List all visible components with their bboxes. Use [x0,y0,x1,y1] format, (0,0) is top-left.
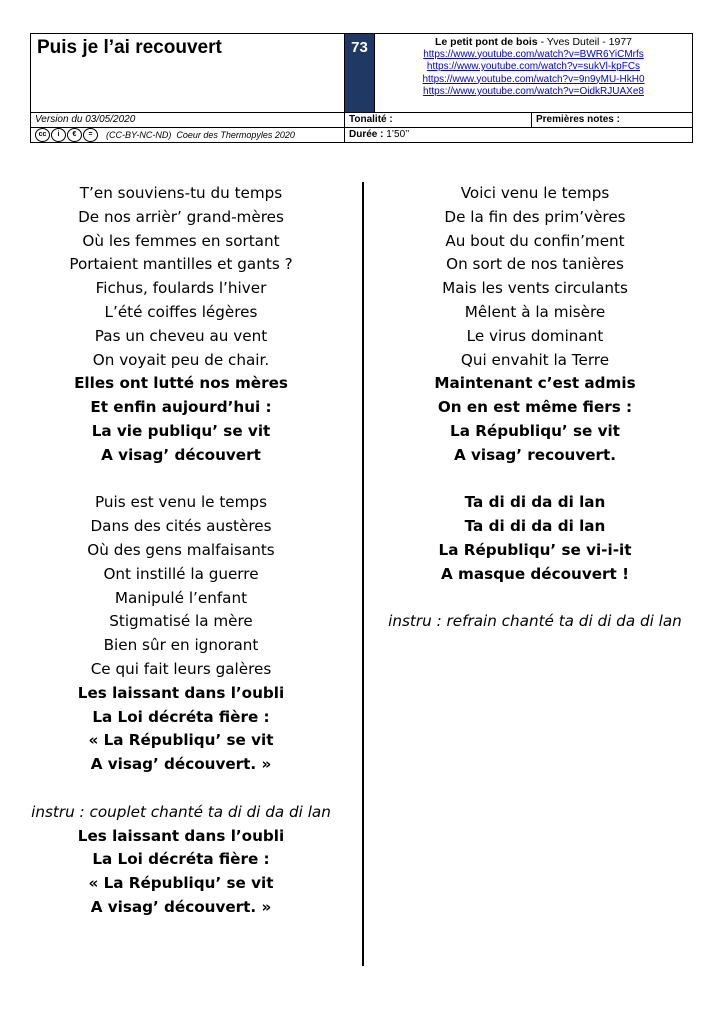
chorus-line: La Loi décréta fière : [92,707,270,726]
column-divider [362,182,364,966]
lyric-line: Dans des cités austères [90,517,272,536]
source-song: Le petit pont de bois [434,36,538,48]
license-text: (CC-BY-NC-ND) [106,130,172,140]
lyric-line: Le virus dominant [466,326,604,345]
chorus-line: Elles ont lutté nos mères [74,374,288,393]
youtube-link[interactable]: https://www.youtube.com/watch?v=OidkRJUAXe8 [423,86,644,97]
outro-line: La Républiqu’ se vi-i-it [438,540,632,559]
lyric-line: Où les femmes en sortant [82,231,280,250]
lyric-line: Où des gens malfaisants [87,540,275,559]
source-cell [375,34,692,112]
lyric-line: On voyait peu de chair. [92,350,270,369]
song-number: 73 [345,34,375,112]
chorus-line: « La Républiqu’ se vit [88,731,274,750]
chorus-line: Les laissant dans l’oubli [77,683,285,702]
chorus-line: La Loi décréta fière : [92,850,270,869]
chorus-line: Les laissant dans l’oubli [77,826,285,845]
title-cell [31,34,345,112]
chorus-line: A visag’ découvert. » [90,897,272,916]
youtube-link[interactable]: https://www.youtube.com/watch?v=BWR6YiCMrfs [423,48,644,60]
lyric-line: Mêlent à la misère [464,302,606,321]
chorus-line: A visag’ découvert [101,445,261,464]
song-title: Puis je l’ai recouvert [37,37,222,58]
cc-license-icon: cc i € = [35,128,98,142]
lyric-line: Qui envahit la Terre [460,350,610,369]
chorus-line: Maintenant c’est admis [434,374,636,393]
source-artist: - Yves Duteil - 1977 [537,36,633,48]
duree-cell [345,128,692,142]
premieres-notes-label: Premières notes : [536,114,620,125]
lyrics-left-column [18,182,344,920]
lyric-line: Stigmatisé la mère [109,612,253,631]
lyric-line: Puis est venu le temps [95,493,267,512]
song-header [30,33,693,143]
chorus-line: A visag’ découvert. » [90,755,272,774]
chorus-line: La Républiqu’ se vit [450,421,620,440]
lyric-line: L’été coiffes légères [104,302,258,321]
chorus-line: La vie publiqu’ se vit [91,421,271,440]
lyrics-right-column [373,182,697,634]
lyric-line: Fichus, foulards l’hiver [95,279,267,298]
lyric-line: De la fin des prim’vères [444,207,626,226]
outro-line: Ta di di da di lan [464,517,606,536]
author-text: Coeur des Thermopyles 2020 [176,130,295,140]
lyric-line: De nos arrièr’ grand-mères [78,207,284,226]
chorus-line: On en est même fiers : [437,398,633,417]
youtube-link[interactable]: https://www.youtube.com/watch?v=sukVl-kpFCs [426,61,641,72]
duree-label: Durée : [349,129,384,140]
lyric-line: Voici venu le temps [460,184,610,202]
lyric-line: Pas un cheveu au vent [94,326,268,345]
chorus-line: Et enfin aujourd’hui : [90,398,272,417]
lyric-line: Portaient mantilles et gants ? [69,255,293,274]
instru-note: instru : refrain chanté ta di di da di lan [388,612,682,631]
lyric-line: Ont instillé la guerre [103,564,259,583]
duree-value: 1’50’’ [383,129,410,140]
tonalite-label: Tonalité : [345,113,532,127]
license-cell [31,128,345,142]
outro-line: Ta di di da di lan [464,493,606,512]
version-date: Version du 03/05/2020 [31,113,345,127]
lyric-line: Ce qui fait leurs galères [90,659,272,678]
youtube-link[interactable]: https://www.youtube.com/watch?v=9n9yMU-HkH0 [422,73,645,85]
chorus-line: A visag’ recouvert. [453,445,617,464]
lyric-line: Mais les vents circulants [442,279,628,298]
outro-line: A masque découvert ! [440,564,629,583]
chorus-line: « La Républiqu’ se vit [88,874,274,893]
lyric-line: Manipulé l’enfant [114,588,248,607]
lyric-line: Bien sûr en ignorant [103,636,259,655]
instru-note: instru : couplet chanté ta di di da di lan [31,802,331,821]
lyric-line: Au bout du confin’ment [445,231,625,250]
lyric-line: T’en souviens-tu du temps [79,184,283,202]
lyric-line: On sort de nos tanières [446,255,624,274]
